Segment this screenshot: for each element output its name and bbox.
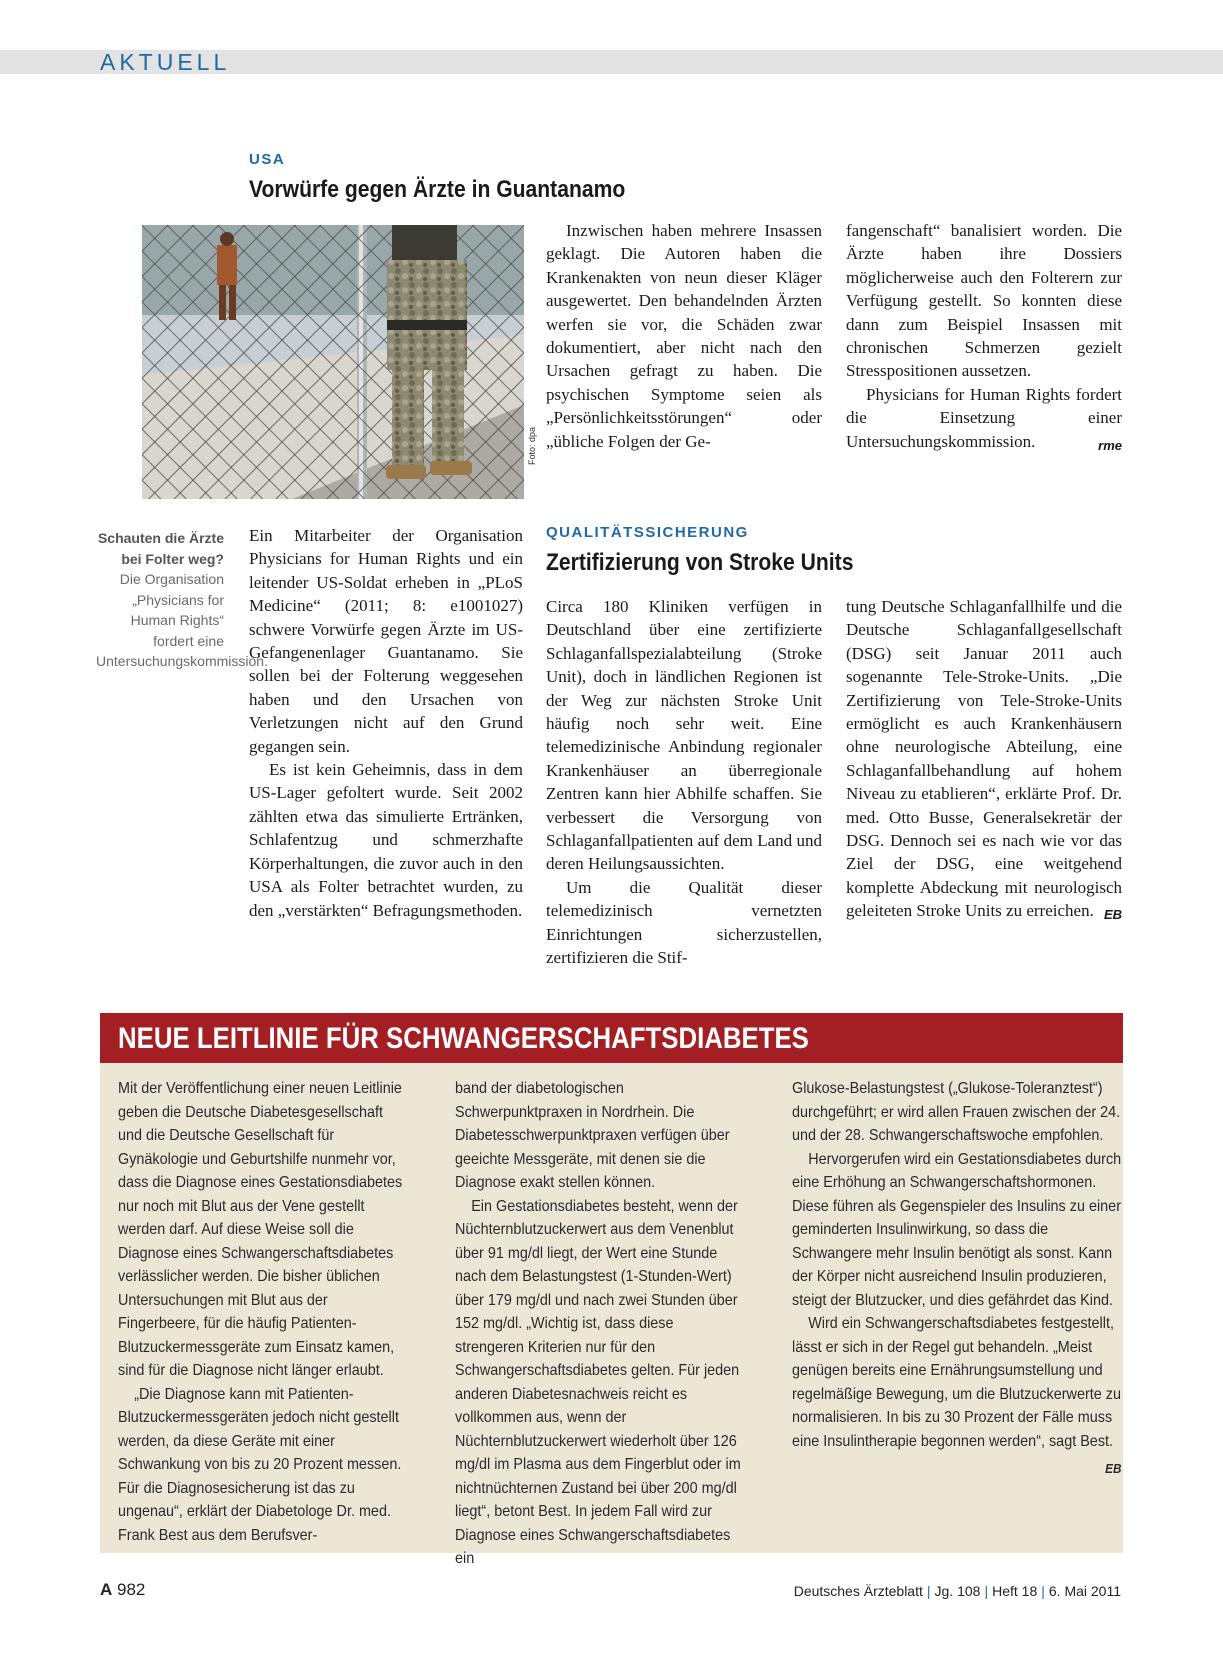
- journal-info: Deutsches Ärzteblatt | Jg. 108 | Heft 18 | 6. Mai 2011: [793, 1583, 1121, 1599]
- article2-col1-paragraph-2: Um die Qualität dieser telemedizinisch vernetzten Einrichtungen sicherzustellen, zertifizieren die Stif-: [546, 877, 822, 968]
- article1-column-1: [249, 524, 523, 922]
- article1-col2-paragraph: Inzwischen haben mehrere Insassen geklagt. Die Autoren haben die Krankenakten von neun dieser Kläger ausgewertet. Den behandelnden Ärzten werfen sie vor, die Schäden zwar dokumentiert, aber nicht nach den Ursachen gefragt zu haben. Die psychischen Symptome seien als „Persönlichkeitsstörungen“ oder „übliche Folgen der Ge-: [546, 221, 822, 451]
- box-column-3: [792, 1077, 1121, 1481]
- article2-col2-text: tung Deutsche Schlaganfallhilfe und die Deutsche Schlaganfallgesellschaft (DSG) seit Januar 2011 auch sogenannte Tele-Stroke-Units. „Die Zertifizierung von Tele-Stroke-Units ermöglicht es auch Krankenhäusern ohne neurologische Abteilung, eine Schlaganfallbehandlung auf hohem Niveau zu etablieren“, erklärte Prof. Dr. med. Otto Busse, Generalsekretär der DSG. Dennoch sei es nach wie vor das Ziel der DSG, eine weitgehend komplette Abdeckung mit neurologisch geleiteten Stroke Units zu erreichen.: [846, 597, 1122, 921]
- box-col3-paragraph-3-text: Wird ein Schwangerschaftsdiabetes festgestellt, lässt er sich in der Regel gut behandeln. „Meist genügen bereits eine Ernährungsumstellung und regelmäßige Bewegung, um die Blutzuckerwerte zu normalisieren. In bis zu 30 Prozent der Fälle muss eine Insulintherapie begonnen werden“, sagt Best.: [792, 1315, 1121, 1450]
- caption-text: Die Organisation „Physicians for Human Rights“ fordert eine Untersuchungskommission.: [96, 571, 268, 669]
- box-column-1: [118, 1077, 408, 1547]
- article1-col3-paragraph-2-text: Physicians for Human Rights fordert die Einsetzung einer Untersuchungskommission.: [846, 384, 1122, 451]
- article1-col1-paragraph-1: Ein Mitarbeiter der Organisation Physicians for Human Rights und ein leitender US-Soldat erheben in „PLoS Medicine“ (2011; 8: e1001027) schwere Vorwürfe gegen Ärzte im US-Gefangenenlager Guantanamo. Sie sollen bei der Folterung weggesehen haben und den Ursachen von Verletzungen nicht auf den Grund gegangen sein.: [249, 526, 523, 756]
- page-number: [100, 1580, 145, 1600]
- box-signature: EB: [1105, 1461, 1122, 1476]
- box-col1-paragraph-1: Mit der Veröffentlichung einer neuen Leitlinie geben die Deutsche Diabetesgesellschaft und die Deutsche Gesellschaft für Gynäkologie und Geburtshilfe nunmehr vor, dass die Diagnose eines Gestationsdiabetes nur noch mit Blut aus der Vene gestellt werden darf. Auf diese Weise soll die Diagnose eines Schwangerschaftsdiabetes verlässlicher werden. Die bisher üblichen Untersuchungen mit Blut aus der Fingerbeere, für die häufig Patienten-Blutzuckermessgeräte zum Einsatz kamen, sind für die Diagnose nicht länger erlaubt.: [118, 1080, 403, 1379]
- journal-name: Deutsches Ärzteblatt: [793, 1583, 923, 1599]
- article1-col3-paragraph-2: [846, 383, 1122, 453]
- box-col1-paragraph-2: „Die Diagnose kann mit Patienten-Blutzuckermessgeräten jedoch nicht gestellt werden, da diese Geräte mit einer Schwankung von bis zu 20 Prozent messen. Für die Diagnosesicherung ist das zu ungenau“, erklärt der Diabetologe Dr. med. Frank Best aus dem Berufsver-: [118, 1385, 402, 1544]
- article1-kicker: USA: [249, 151, 286, 168]
- article1-col3-paragraph-1: fangenschaft“ banalisiert worden. Die Ärzte haben ihre Dossiers möglicherweise auch den Folterern zur Verfügung gestellt. So konnten diese dann zum Beispiel Insassen mit chronischen Schmerzen gezielt Stresspositionen aussetzen.: [846, 221, 1122, 381]
- box-column-2: [455, 1077, 745, 1571]
- caption-title: Schauten die Ärzte bei Folter weg?: [97, 530, 224, 567]
- box-col3-paragraph-2: Hervorgerufen wird ein Gestationsdiabetes durch eine Erhöhung an Schwangerschaftshormonen. Diese führen als Gegenspieler des Insulins zu einer geminderten Insulinwirkung, so dass die Schwangere mehr Insulin benötigt als sonst. Kann der Körper nicht ausreichend Insulin produzieren, steigt der Blutzucker, und dies gefährdet das Kind.: [792, 1150, 1122, 1309]
- article2-kicker: QUALITÄTSSICHERUNG: [546, 524, 749, 541]
- box-col2-paragraph-1: band der diabetologischen Schwerpunktpraxen in Nordrhein. Die Diabetesschwerpunktpraxen verfügen über geeichte Messgeräte, mit denen sie die Diagnose exakt stellen können.: [455, 1080, 730, 1191]
- article2-col1-paragraph-1: Circa 180 Kliniken verfügen in Deutschland über eine zertifizierte Schlaganfallspezialabteilung (Stroke Unit), doch in ländlichen Regionen ist der Weg zur nächsten Stroke Unit häufig noch sehr weit. Eine telemedizinische Anbindung regionaler Krankenhäuser an überregionale Zentren kann hier Abhilfe schaffen. Sie verbessert die Versorgung von Schlaganfallpatienten auf dem Land und deren Heilungsaussichten.: [546, 597, 822, 874]
- journal-issue: Heft 18: [992, 1583, 1038, 1599]
- article2-title: Zertifizierung von Stroke Units: [546, 549, 854, 576]
- box-col3-paragraph-3: [792, 1312, 1122, 1476]
- article1-column-2: [546, 219, 822, 453]
- diabetes-box-title: NEUE LEITLINIE FÜR SCHWANGERSCHAFTSDIABETES: [118, 1022, 809, 1055]
- article2-column-2: [846, 595, 1122, 927]
- article1-signature: rme: [1098, 437, 1122, 453]
- page-number-value: 982: [117, 1580, 146, 1599]
- article1-col1-paragraph-2: Es ist kein Geheimnis, dass in dem US-Lager gefoltert wurde. Seit 2002 zählten etwa das simulierte Ertränken, Schlafentzug und schmerzhafte Körperhaltungen, die zuvor auch in den USA als Folter betrachtet wurden, zu den „verstärkten“ Befragungsmethoden.: [249, 760, 523, 920]
- photo-caption: [96, 528, 268, 672]
- article1-title: Vorwürfe gegen Ärzte in Guantanamo: [249, 176, 626, 203]
- page-prefix: A: [100, 1580, 113, 1599]
- journal-volume: Jg. 108: [934, 1583, 981, 1599]
- article2-signature: EB: [1103, 907, 1122, 923]
- guantanamo-photo: [142, 225, 524, 499]
- journal-date: 6. Mai 2011: [1048, 1583, 1121, 1599]
- article1-column-3: [846, 219, 1122, 457]
- box-col2-paragraph-2: Ein Gestationsdiabetes besteht, wenn der Nüchternblutzuckerwert aus dem Venenblut über 91 mg/dl liegt, der Wert eine Stunde nach dem Belastungstest (1-Stunden-Wert) über 179 mg/dl und nach zwei Stunden über 152 mg/dl. „Wichtig ist, dass diese strengeren Kriterien nur für den Schwangerschaftsdiabetes gelten. Für jeden anderen Diabetesnachweis reicht es vollkommen aus, wenn der Nüchternblutzuckerwert wiederholt über 126 mg/dl im Plasma aus dem Fingerblut oder im nichtnüchternen Zustand bei über 200 mg/dl liegt“, betont Best. In jedem Fall wird zur Diagnose eines Schwangerschaftsdiabetes ein: [455, 1197, 741, 1567]
- section-label: AKTUELL: [100, 49, 231, 75]
- article2-column-1: [546, 595, 822, 970]
- box-col3-paragraph-1: Glukose-Belastungstest („Glukose-Toleranztest“) durchgeführt; er wird allen Frauen zwischen der 24. und der 28. Schwangerschaftswoche empfohlen.: [792, 1080, 1121, 1144]
- photo-credit: Foto: dpa: [527, 426, 537, 465]
- article2-col2-paragraph: [846, 595, 1122, 923]
